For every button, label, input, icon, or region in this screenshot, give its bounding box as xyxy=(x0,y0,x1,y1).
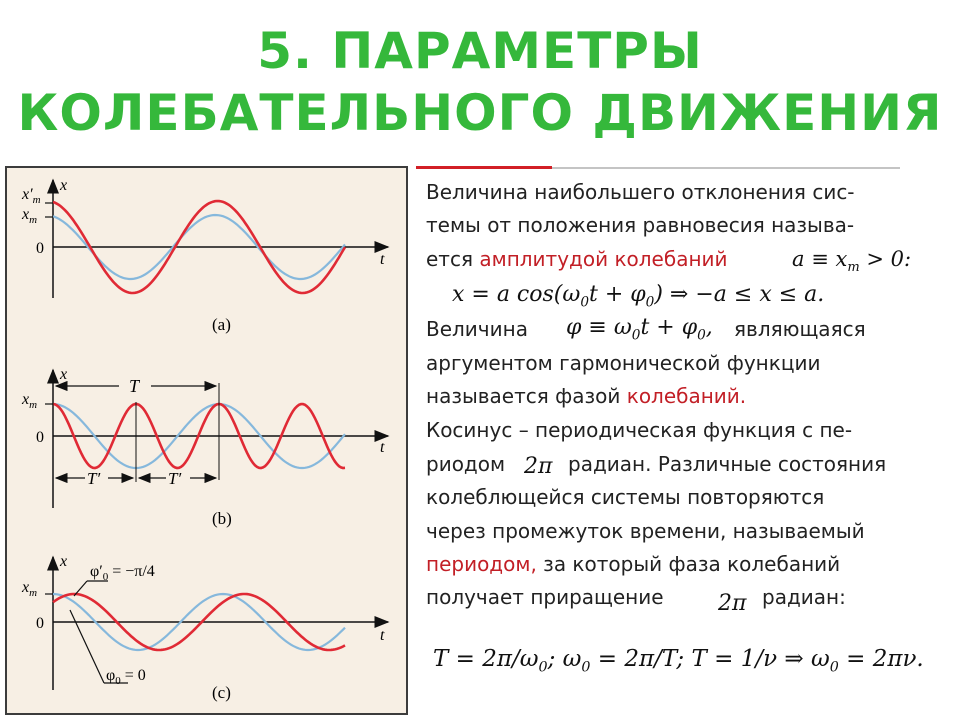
text-line-phase-2: аргументом гармонической функции xyxy=(426,351,821,375)
figure-c-x-label: t xyxy=(380,627,385,644)
text-line-phase-1b: являющаяся xyxy=(734,317,866,341)
text-line-period-4: через промежуток времени, называемый xyxy=(426,519,865,543)
figure-b-xm-label: $x_m$ xyxy=(22,391,38,411)
figure-a-x-label: t xyxy=(380,251,385,268)
phase-formula: $\varphi \equiv \omega_0t + \varphi_0$, xyxy=(566,315,713,344)
figure-b-T-prime-label-1: T′ xyxy=(87,469,101,488)
text-line-period-2b: радиан. Различные состояния xyxy=(568,452,887,476)
figure-c-phi-leader xyxy=(70,610,104,683)
amplitude-formula: $a \equiv x_m > 0$: xyxy=(792,247,912,276)
period-formulas: $T = 2\pi/\omega_0$; $\omega_0 = 2\pi/T$; T = 1/ν ⇒ $\omega_0 = 2\pi\nu$. xyxy=(433,646,924,676)
slide-title-line2: КОЛЕБАТЕЛЬНОГО ДВИЖЕНИЯ xyxy=(17,84,943,142)
figure-c-caption: (c) xyxy=(212,683,231,702)
figure-c-xm-label: $x_m$ xyxy=(22,579,38,599)
figure-a-caption: (a) xyxy=(212,315,231,334)
figure-a-zero-label: 0 xyxy=(36,240,44,257)
term-amplitude: амплитудой колебаний xyxy=(479,247,728,271)
slide-title-line1: 5. ПАРАМЕТРЫ xyxy=(257,22,703,80)
figure-c-phi-prime-label: $\varphi'_0 = -\pi/4$ xyxy=(90,563,155,583)
figure-c xyxy=(21,553,388,702)
figure-a xyxy=(21,177,388,334)
text-line-phase-1: Величина xyxy=(426,317,528,341)
text-line-period-2a: риодом xyxy=(426,452,506,476)
text-line-period-3: колеблющейся системы повторяются xyxy=(426,485,825,509)
text-line-amplitude-2: темы от положения равновесия называ- xyxy=(426,213,855,237)
figure-c-phi-label: $\varphi_0 = 0$ xyxy=(106,667,146,687)
displacement-equation: x = a $\cos(\omega_0t + \varphi_0)$ ⇒ −a ≤ x ≤ a. xyxy=(452,282,825,311)
figure-c-y-label: x xyxy=(60,553,68,570)
text-plain: ется xyxy=(426,247,480,271)
figure-a-xm-prime-label: $x'_m$ xyxy=(22,186,41,206)
text-line-period-6b: радиан: xyxy=(762,585,846,609)
two-pi-symbol-2: 2π xyxy=(718,591,747,616)
figure-b-caption: (b) xyxy=(212,509,232,528)
figure-b-zero-label: 0 xyxy=(36,429,44,446)
figure-b-T-prime-label-2: T′ xyxy=(168,469,182,488)
text-line-period-6a: получает приращение xyxy=(426,585,664,609)
text-line-period-5 xyxy=(426,552,946,576)
figure-b-y-label: x xyxy=(60,366,68,383)
figure-c-zero-label: 0 xyxy=(36,615,44,632)
text-line-amplitude-1: Величина наибольшего отклонения сис- xyxy=(426,180,855,204)
figure-b xyxy=(21,366,388,528)
text-plain: за который фаза колебаний xyxy=(536,552,841,576)
figure-b-T-label: T xyxy=(129,376,140,396)
two-pi-symbol: 2π xyxy=(524,454,553,479)
figure-a-xm-label: $x_m$ xyxy=(22,206,38,226)
figure-a-y-label: x xyxy=(60,177,68,194)
term-oscillations: колебаний. xyxy=(626,384,747,408)
term-period: периодом, xyxy=(426,552,537,576)
text-line-period-1: Косинус – периодическая функция с пе- xyxy=(426,418,853,442)
text-line-phase-3 xyxy=(426,384,946,408)
figure-b-x-label: t xyxy=(380,439,385,456)
text-plain: называется фазой xyxy=(426,384,627,408)
